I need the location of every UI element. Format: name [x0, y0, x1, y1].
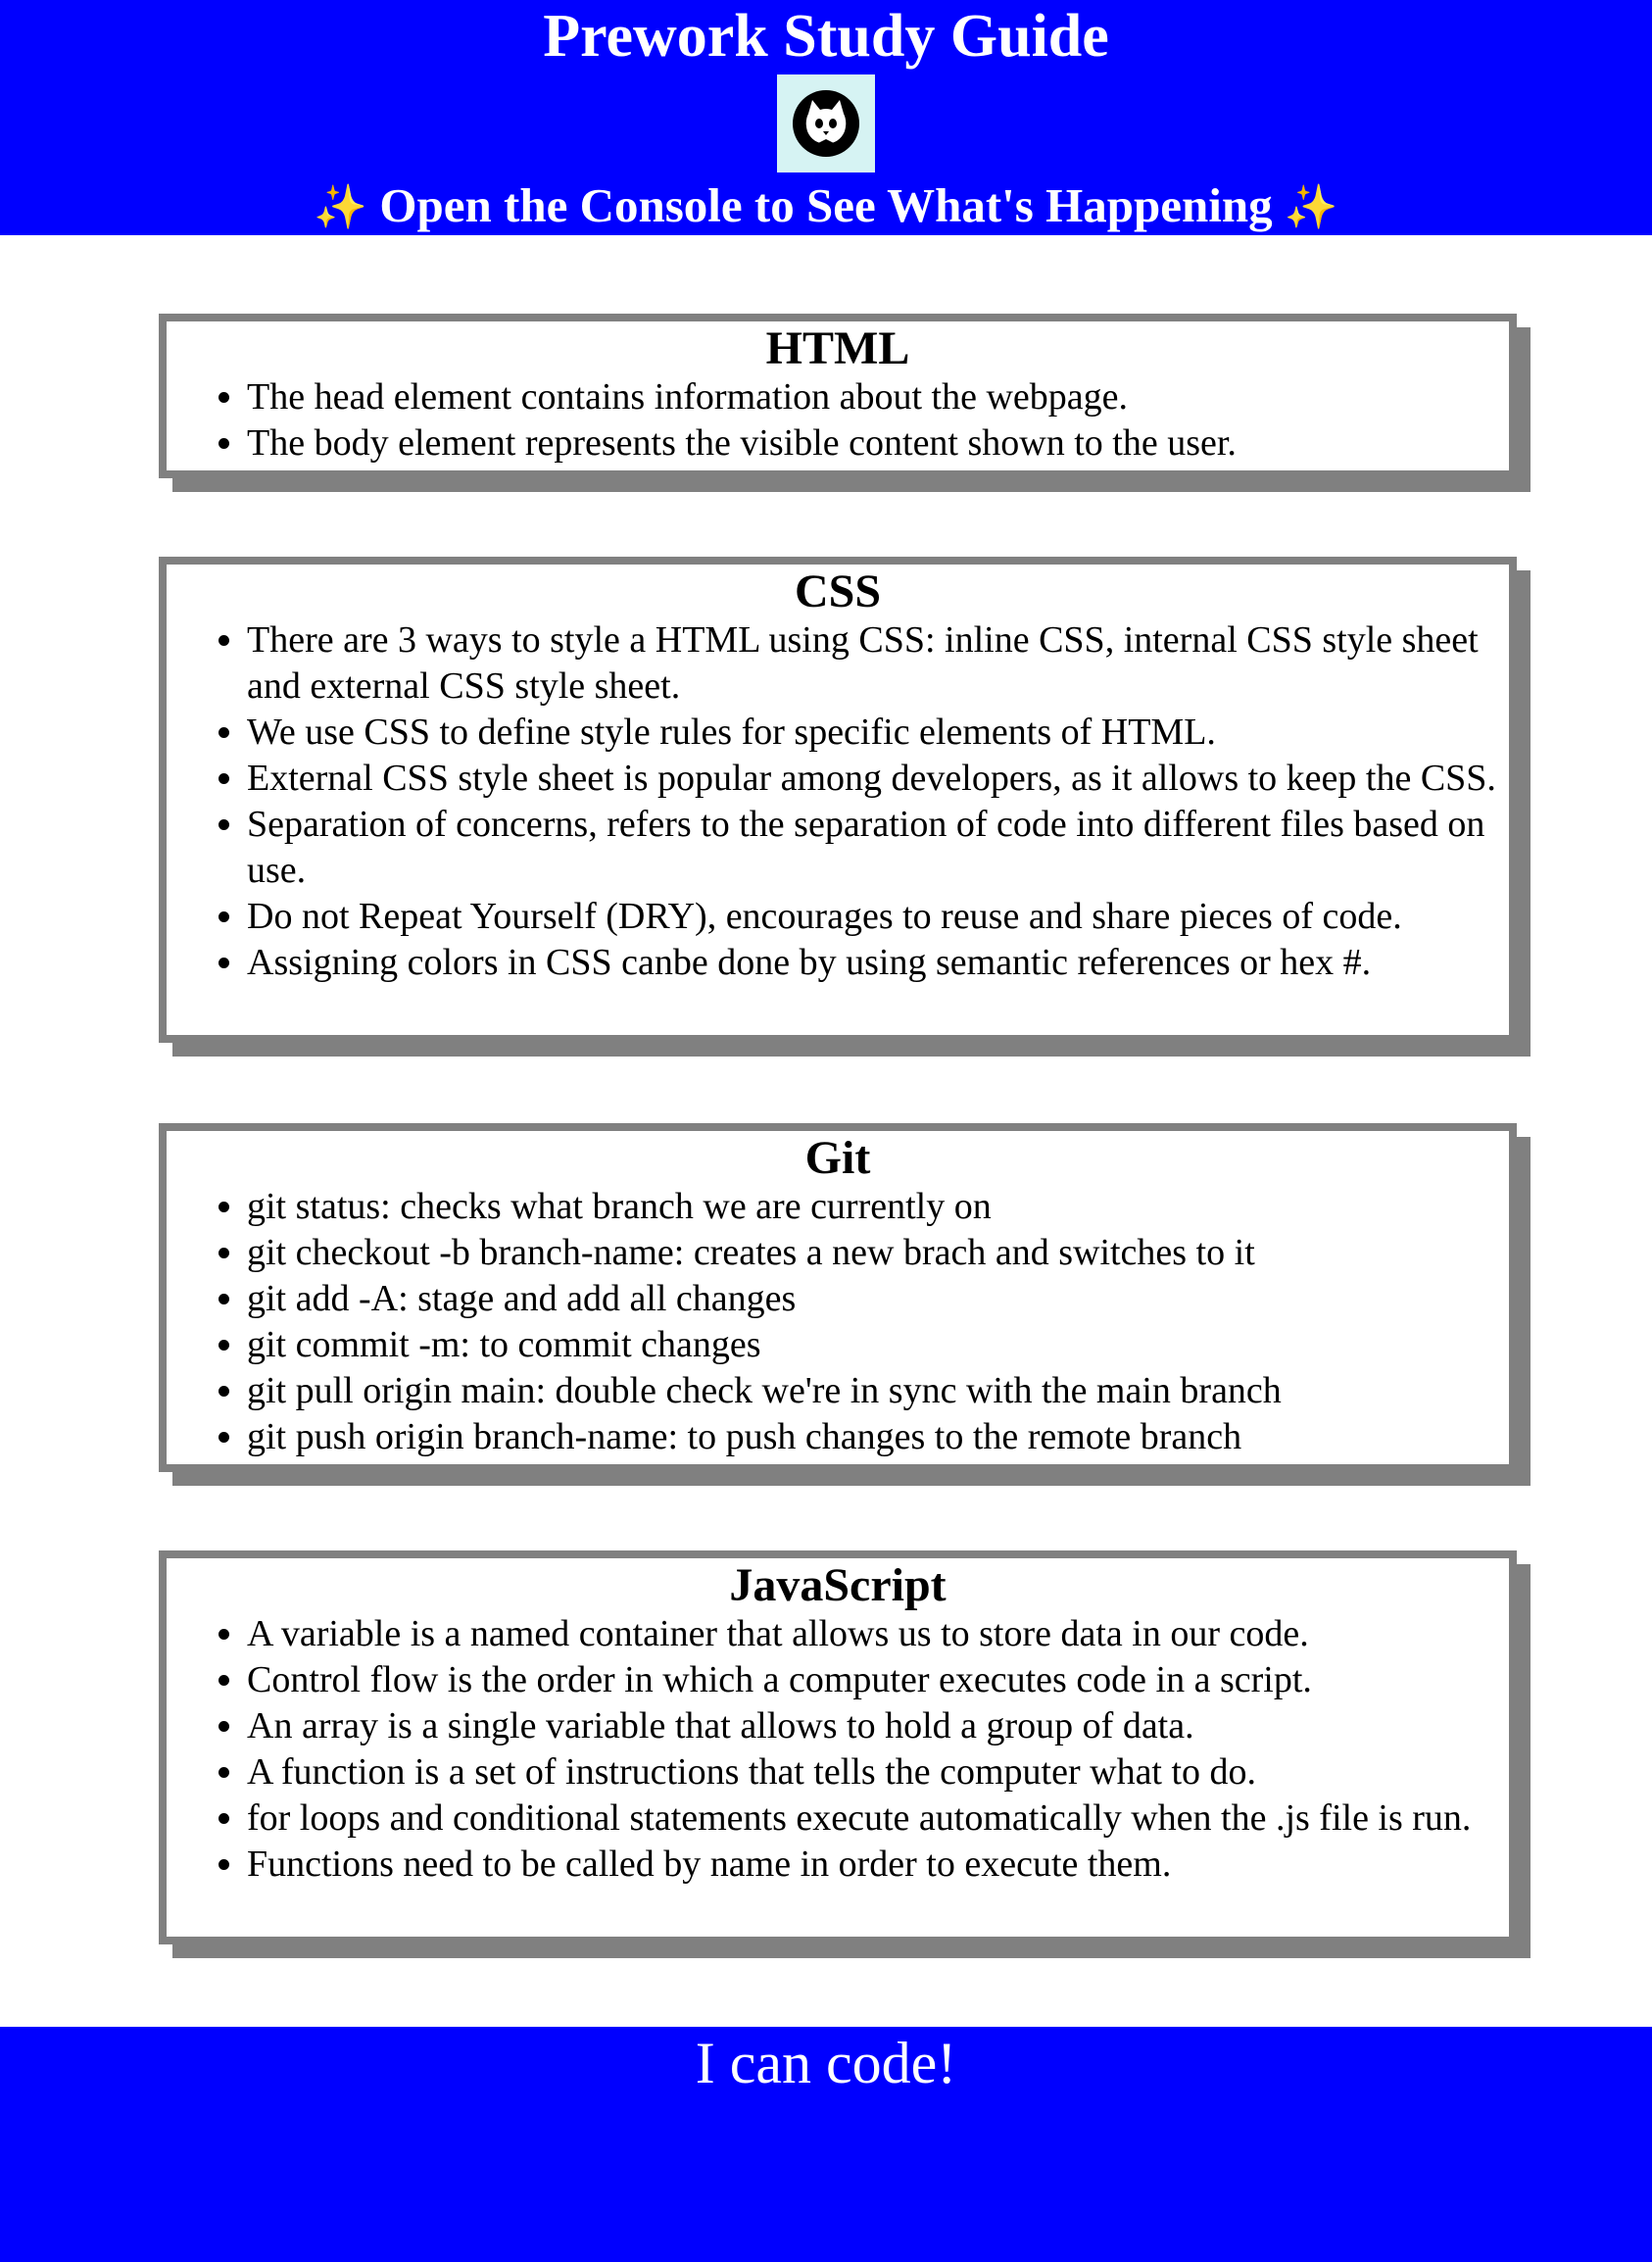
list-item: • Separation of concerns, refers to the separation of code into different files based on use.: [247, 802, 1499, 894]
git-section: [159, 1123, 1517, 1472]
list-item: • A function is a set of instructions that tells the computer what to do.: [247, 1749, 1499, 1795]
list-item: • git commit -m: to commit changes: [247, 1322, 1499, 1368]
section-list: [167, 374, 1509, 467]
console-hint-text: Open the Console to See What's Happening: [379, 178, 1273, 232]
list-item: • Do not Repeat Yourself (DRY), encourages to reuse and share pieces of code.: [247, 894, 1499, 940]
list-item: • git add -A: stage and add all changes: [247, 1276, 1499, 1322]
page-title: Prework Study Guide: [543, 3, 1109, 70]
list-item: • git checkout -b branch-name: creates a new brach and switches to it: [247, 1230, 1499, 1276]
html-section: [159, 314, 1517, 478]
section-list: [167, 1611, 1509, 1888]
css-section: [159, 557, 1517, 1043]
footer-text: I can code!: [695, 2031, 957, 2095]
section-list: [167, 617, 1509, 986]
list-item: • The head element contains information about the webpage.: [247, 374, 1499, 420]
page-footer: [0, 2027, 1652, 2262]
sparkle-icon: ✨: [1284, 182, 1338, 232]
javascript-section: [159, 1550, 1517, 1944]
list-item: • Functions need to be called by name in order to execute them.: [247, 1842, 1499, 1888]
section-title: JavaScript: [729, 1559, 947, 1611]
list-item: • A variable is a named container that allows us to store data in our code.: [247, 1611, 1499, 1657]
page-header: [0, 0, 1652, 235]
list-item: • The body element represents the visible content shown to the user.: [247, 420, 1499, 467]
logo: [777, 74, 875, 172]
list-item: • There are 3 ways to style a HTML using CSS: inline CSS, internal CSS style sheet and external CSS style sheet.: [247, 617, 1499, 710]
list-item: • for loops and conditional statements execute automatically when the .js file is run.: [247, 1795, 1499, 1842]
list-item: • An array is a single variable that allows to hold a group of data.: [247, 1703, 1499, 1749]
list-item: • We use CSS to define style rules for specific elements of HTML.: [247, 710, 1499, 756]
section-title: CSS: [794, 566, 882, 617]
list-item: • git pull origin main: double check we're in sync with the main branch: [247, 1368, 1499, 1414]
list-item: • git status: checks what branch we are currently on: [247, 1184, 1499, 1230]
list-item: • Assigning colors in CSS canbe done by using semantic references or hex #.: [247, 940, 1499, 986]
list-item: • Control flow is the order in which a computer executes code in a script.: [247, 1657, 1499, 1703]
list-item: • git push origin branch-name: to push changes to the remote branch: [247, 1414, 1499, 1460]
list-item: • External CSS style sheet is popular among developers, as it allows to keep the CSS.: [247, 756, 1499, 802]
cat-face-icon: [791, 88, 861, 159]
sparkle-icon: ✨: [314, 182, 368, 232]
console-hint: [0, 176, 1652, 237]
section-title: Git: [804, 1132, 871, 1184]
section-list: [167, 1184, 1509, 1460]
section-title: HTML: [765, 322, 910, 374]
